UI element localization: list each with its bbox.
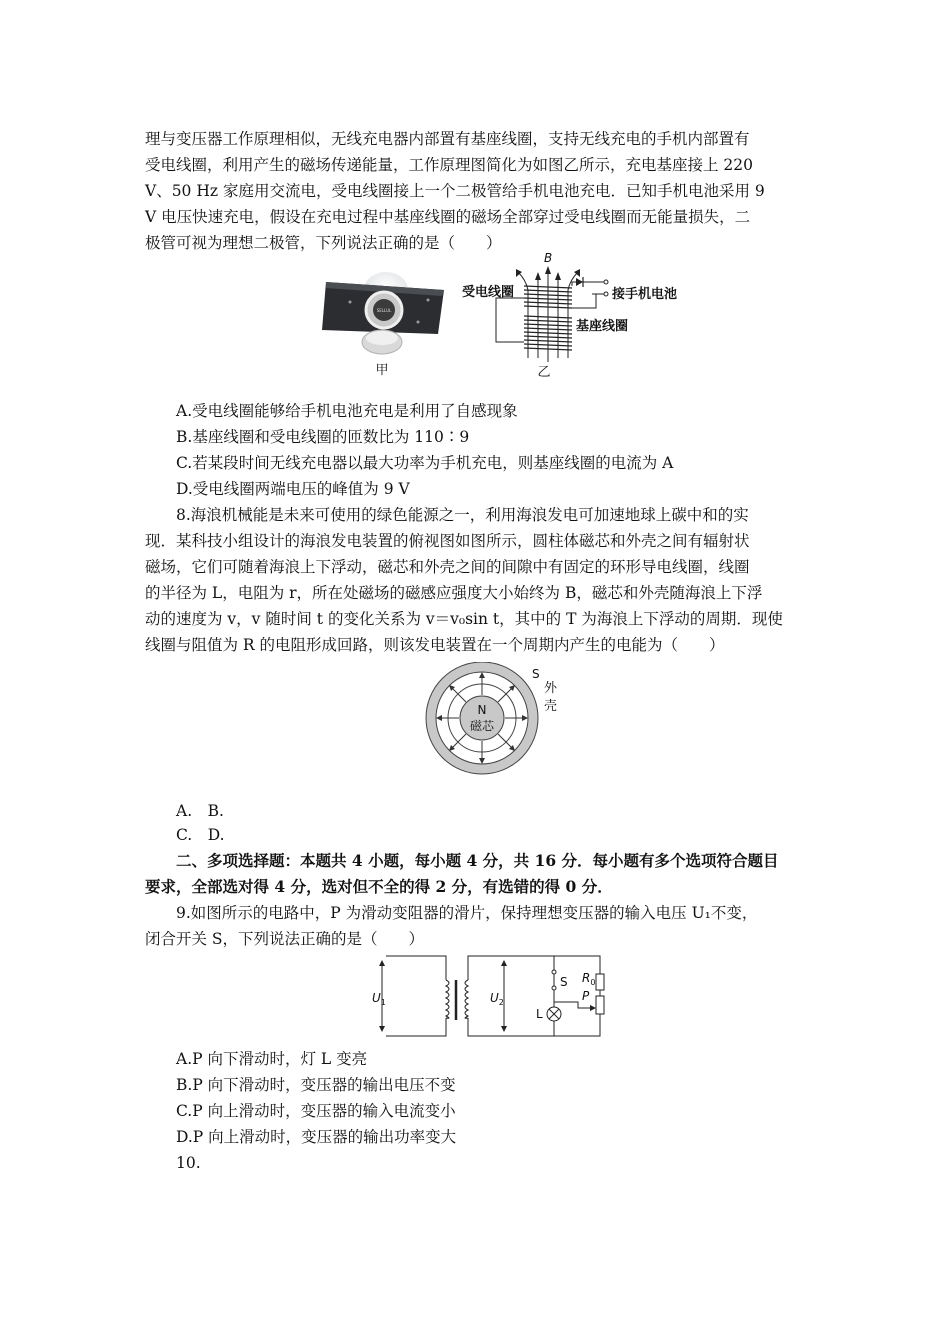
label-base-coil: 基座线圈 — [576, 319, 629, 334]
label-S: S — [560, 975, 568, 989]
label-shell-2: 壳 — [544, 699, 558, 714]
q7-stem-line-1: 理与变压器工作原理相似，无线充电器内部置有基座线圈，支持无线充电的手机内部置有 — [145, 130, 750, 148]
slider-arrow-icon — [590, 1005, 596, 1011]
q9-option-c: C.P 向上滑动时，变压器的输入电流变小 — [176, 1102, 456, 1120]
q8-stem-line-1: 8.海浪机械能是未来可使用的绿色能源之一，利用海浪发电可加速地球上碳中和的实 — [176, 506, 749, 524]
q8-stem-line-2: 现．某科技小组设计的海浪发电装置的俯视图如图所示，圆柱体磁芯和外壳之间有辐射状 — [145, 532, 750, 550]
phone-brand-text: SELLUL — [376, 308, 392, 313]
field-arrow-icon — [545, 266, 551, 274]
section-2-heading-line-2: 要求，全部选对得 4 分，选对但不全的得 2 分，有选错的得 0 分． — [145, 877, 613, 896]
q9-stem-line-1: 9.如图所示的电路中，P 为滑动变阻器的滑片，保持理想变压器的输入电压 U₁不变， — [176, 904, 758, 922]
q7-option-a: A.受电线圈能够给手机电池充电是利用了自感现象 — [176, 402, 518, 420]
section-2-heading-line-1: 二、多项选择题：本题共 4 小题，每小题 4 分，共 16 分．每小题有多个选项符合题目 — [176, 851, 779, 870]
wave-generator-diagram — [420, 662, 570, 782]
q7-option-d: D.受电线圈两端电压的峰值为 9 V — [176, 480, 410, 498]
q7-stem-line-2: 受电线圈，利用产生的磁场传递能量，工作原理图简化为如图乙所示，充电基座接上 220 — [145, 156, 754, 174]
q9-option-b: B.P 向下滑动时，变压器的输出电压不变 — [176, 1076, 456, 1094]
field-label-B: B — [544, 251, 553, 265]
label-N: N — [477, 703, 487, 717]
q7-stem-line-3: V、50 Hz 家庭用交流电，受电线圈接上一个二极管给手机电池充电．已知手机电池采用 9 — [145, 182, 765, 200]
switch-terminal — [552, 986, 556, 990]
figure-label-yi: 乙 — [537, 365, 551, 380]
q8-stem-line-4: 的半径为 L，电阻为 r，所在处磁场的磁感应强度大小始终为 B，磁芯和外壳随海浪上下浮 — [145, 584, 763, 602]
label-P: P — [582, 989, 590, 1003]
base-coil — [524, 316, 572, 350]
q9-stem-line-2: 闭合开关 S，下列说法正确的是（ ） — [145, 930, 425, 948]
transformer-circuit-diagram — [368, 950, 630, 1046]
label-R0: $R_0$ — [582, 971, 596, 987]
label-U2: $U_2$ — [490, 991, 504, 1007]
secondary-coil — [465, 980, 468, 1018]
q8-options-row-1: A. B. — [176, 802, 224, 820]
arrow-up-icon — [379, 960, 385, 966]
q8-stem-line-3: 磁场，它们可随着海浪上下浮动，磁芯和外壳之间的间隙中有固定的环形导电线圈，线圈 — [145, 558, 750, 576]
field-arrow-icon — [555, 272, 561, 280]
switch-terminal — [552, 970, 556, 974]
coil-diagram — [456, 250, 706, 382]
figure-label-jia: 甲 — [375, 363, 389, 378]
q8-stem-line-6: 线圈与阻值为 R 的电阻形成回路，则该发电装置在一个周期内产生的电能为（ ） — [145, 636, 725, 654]
label-L: L — [536, 1007, 543, 1021]
label-receive-coil: 受电线圈 — [462, 285, 515, 300]
primary-coil — [446, 980, 449, 1018]
q7-option-b: B.基座线圈和受电线圈的匝数比为 110∶9 — [176, 428, 470, 446]
wireless-charger-photo — [318, 262, 448, 382]
q9-option-d: D.P 向上滑动时，变压器的输出功率变大 — [176, 1128, 457, 1146]
q8-options-row-2: C. D. — [176, 826, 225, 844]
rheostat — [596, 996, 604, 1014]
diode-icon — [576, 277, 583, 287]
arrow-down-icon — [501, 1026, 507, 1032]
q8-stem-line-5: 动的速度为 v，v 随时间 t 的变化关系为 v＝v₀sin t，其中的 T 为海浪上下浮动的周期．现使 — [145, 610, 783, 628]
lamp-icon — [547, 1007, 561, 1021]
q7-stem-line-5: 极管可视为理想二极管，下列说法正确的是（ ） — [145, 234, 502, 252]
resistor-r0 — [596, 974, 604, 990]
q7-stem-line-4: V 电压快速充电，假设在充电过程中基座线圈的磁场全部穿过受电线圈而无能量损失，二 — [145, 208, 751, 226]
label-shell-1: 外 — [544, 681, 558, 696]
arrow-down-icon — [379, 1026, 385, 1032]
arrow-up-icon — [501, 960, 507, 966]
label-core: 磁芯 — [469, 719, 495, 733]
label-U1: $U_1$ — [372, 991, 386, 1007]
field-arrow-icon — [535, 272, 541, 280]
q10-label: 10. — [176, 1154, 201, 1172]
label-S: S — [532, 667, 540, 681]
q7-option-c: C.若某段时间无线充电器以最大功率为手机充电，则基座线圈的电流为 A — [176, 454, 674, 472]
q9-option-a: A.P 向下滑动时，灯 L 变亮 — [176, 1050, 368, 1068]
label-battery: 接手机电池 — [612, 287, 678, 302]
